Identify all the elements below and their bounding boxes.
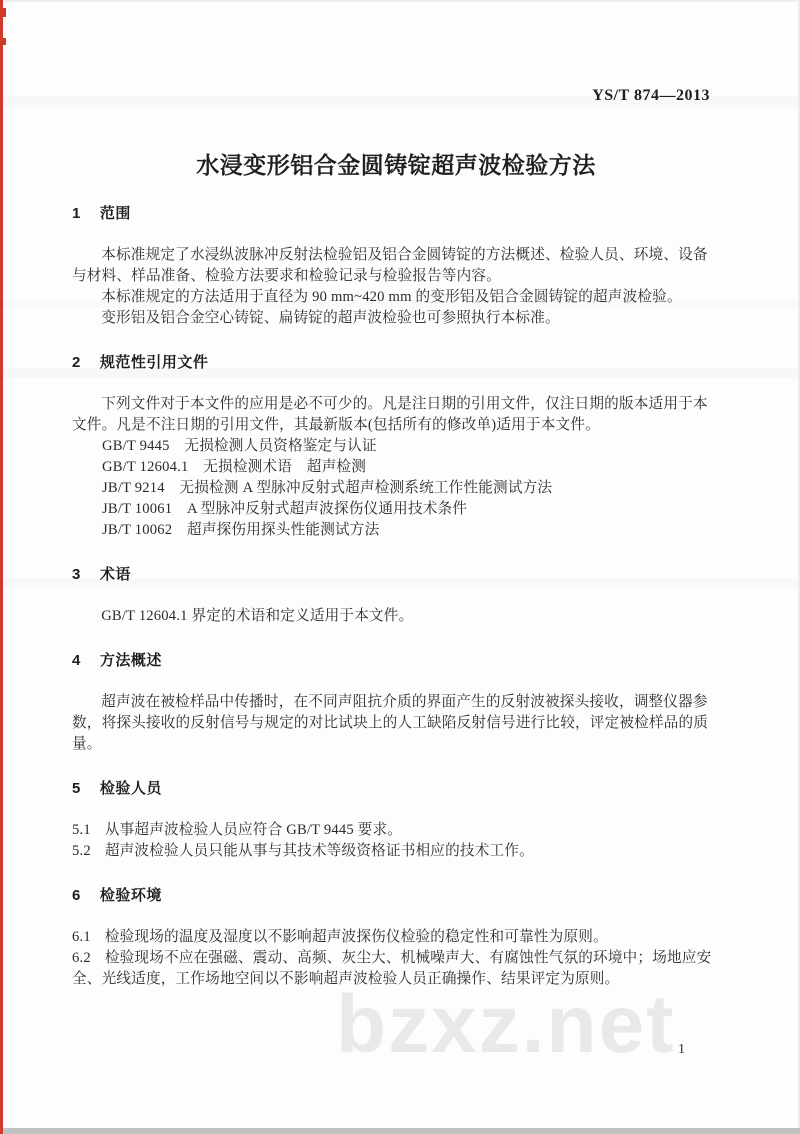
scan-red-tick	[0, 38, 6, 45]
clause-text: 从事超声波检验人员应符合 GB/T 9445 要求。	[104, 822, 403, 838]
watermark: bzxz.net	[336, 979, 676, 1070]
section-heading	[72, 778, 720, 799]
section-heading	[72, 203, 720, 224]
paragraph: GB/T 12604.1 界定的术语和定义适用于本文件。	[101, 608, 414, 624]
section-title: 规范性引用文件	[99, 354, 209, 371]
section-terms	[72, 564, 720, 627]
paragraph: 变形铝及铝合金空心铸锭、扁铸锭的超声波检验也可参照执行本标准。	[101, 310, 560, 326]
section-normative-references	[72, 352, 720, 541]
section-number: 1	[72, 205, 81, 222]
reference-item: JB/T 10061 A 型脉冲反射式超声波探伤仪通用技术条件	[102, 501, 468, 517]
section-heading	[72, 352, 720, 373]
paragraph: 本标准规定了水浸纵波脉冲反射法检验铝及铝合金圆铸锭的方法概述、检验人员、环境、设备与材料、样品准备、检验方法要求和检验记录与检验报告等内容。	[72, 247, 708, 284]
clause	[72, 841, 720, 862]
section-number: 4	[72, 652, 81, 669]
clause-text: 检验现场的温度及湿度以不影响超声波探伤仪检验的稳定性和可靠性为原则。	[104, 929, 608, 945]
reference-item: GB/T 12604.1 无损检测术语 超声检测	[102, 459, 366, 475]
reference-item: JB/T 10062 超声探伤用探头性能测试方法	[102, 522, 380, 538]
clause-text: 检验现场不应在强磁、震动、高频、灰尘大、机械噪声大、有腐蚀性气氛的环境中；场地应安全、光线适度，工作场地空间以不影响超声波检验人员正确操作、结果评定为原则。	[72, 950, 712, 987]
scan-bottom-band	[0, 1128, 800, 1134]
section-number: 3	[72, 566, 81, 583]
clause-number: 5.2	[72, 843, 91, 859]
paragraph: 下列文件对于本文件的应用是必不可少的。凡是注日期的引用文件，仅注日期的版本适用于本文件。凡是不注日期的引用文件，其最新版本(包括所有的修改单)适用于本文件。	[72, 396, 708, 433]
clause	[72, 948, 720, 990]
section-heading	[72, 564, 720, 585]
section-heading	[72, 885, 720, 906]
clause	[72, 927, 720, 948]
clause	[72, 820, 720, 841]
document-title: 水浸变形铝合金圆铸锭超声波检验方法	[196, 152, 596, 178]
paragraph: 超声波在被检样品中传播时，在不同声阻抗介质的界面产生的反射波被探头接收，调整仪器参数，将探头接收的反射信号与规定的对比试块上的人工缺陷反射信号进行比较，评定被检样品的质量。	[72, 694, 709, 752]
section-number: 6	[72, 887, 81, 904]
section-title: 检验人员	[99, 780, 162, 797]
scan-red-edge-line	[0, 0, 3, 1134]
standard-code: YS/T 874—2013	[592, 87, 710, 104]
section-heading	[72, 650, 720, 671]
section-title: 方法概述	[99, 652, 162, 669]
section-method-overview	[72, 650, 720, 755]
paragraph: 本标准规定的方法适用于直径为 90 mm~420 mm 的变形铝及铝合金圆铸锭的超声波检验。	[101, 289, 682, 305]
scan-red-tick	[0, 8, 6, 17]
section-number: 5	[72, 780, 81, 797]
section-inspection-personnel	[72, 778, 720, 862]
section-number: 2	[72, 354, 81, 371]
clause-text: 超声波检验人员只能从事与其技术等级资格证书相应的技术工作。	[104, 843, 534, 859]
reference-item: GB/T 9445 无损检测人员资格鉴定与认证	[102, 438, 377, 454]
clause-number: 6.2	[72, 950, 91, 966]
clause-number: 6.1	[72, 929, 91, 945]
section-title: 范围	[99, 205, 131, 222]
reference-item: JB/T 9214 无损检测 A 型脉冲反射式超声检测系统工作性能测试方法	[102, 480, 553, 496]
section-scope	[72, 203, 720, 329]
section-inspection-environment	[72, 885, 720, 990]
section-title: 术语	[99, 566, 131, 583]
page-number: 1	[678, 1042, 685, 1057]
clause-number: 5.1	[72, 822, 91, 838]
section-title: 检验环境	[99, 887, 162, 904]
